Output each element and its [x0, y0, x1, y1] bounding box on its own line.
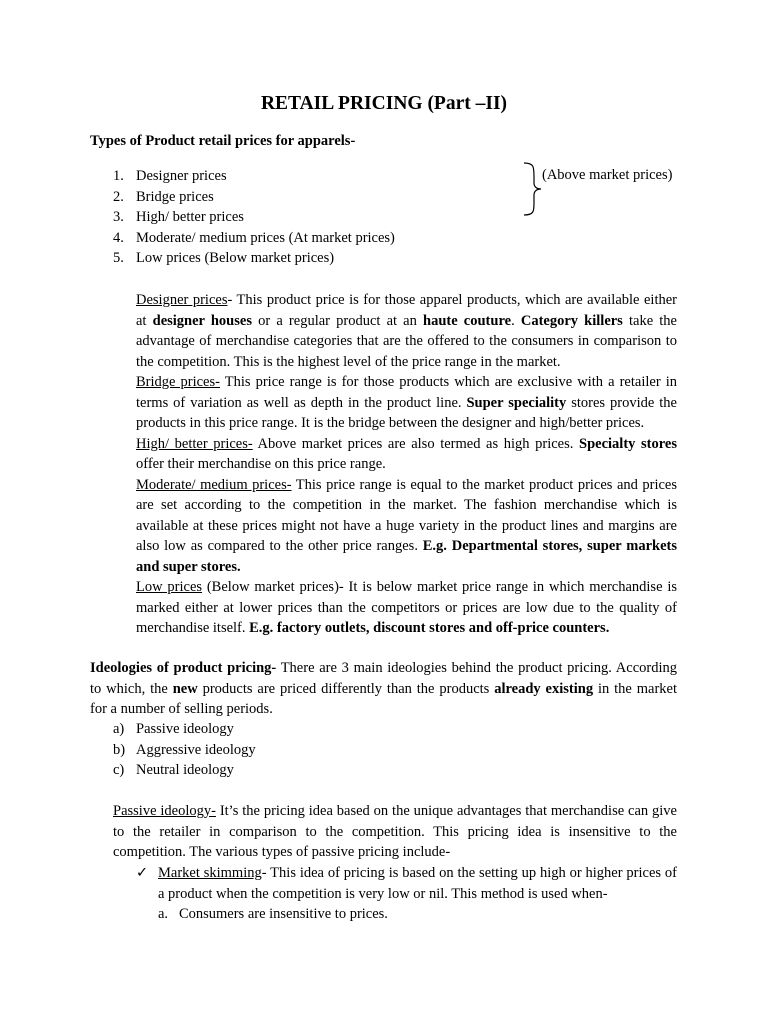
- designer-paragraph: Designer prices- This product price is for those apparel products, which are available either at designer houses or a regular product at an haute couture. Category killers take the advantage of merchandise categories that are the offered to the consumers in comparison to the competition. This is the highest level of the price range in the market.: [136, 292, 677, 370]
- low-paragraph: Low prices (Below market prices)- It is below market price range in which merchandise is marked either at lower prices than the competitors or prices are low due to the quality of merchandise itself. E.g. factory outlets, discount stores and off-price counters.: [136, 579, 678, 636]
- market-skimming-item: ✓ Market skimming- This idea of pricing is based on the setting up high or higher prices of a product when the competition is very low or nil. This method is used when-: [136, 865, 677, 902]
- passive-ideology-paragraph: Passive ideology- It’s the pricing idea based on the unique advantages that merchandise can give to the retailer in comparison to the competition. This pricing idea is insensitive to the competition. The various types of passive pricing include-: [113, 803, 677, 860]
- above-market-note: (Above market prices): [542, 167, 673, 183]
- price-definitions: [136, 290, 677, 639]
- ideologies-list: [90, 719, 256, 781]
- ideologies-paragraph: Ideologies of product pricing- There are 3 main ideologies behind the product pricing. According to which, the new products are priced differently than the products already existing in the market for a number of selling periods.: [90, 660, 677, 717]
- page-title: RETAIL PRICING (Part –II): [260, 93, 508, 114]
- right-brace-icon: [522, 161, 544, 217]
- list-item: 1. Designer prices: [113, 168, 227, 184]
- list-item: 2. Bridge prices: [113, 188, 214, 205]
- list-item: 4. Moderate/ medium prices (At market prices): [113, 229, 395, 246]
- list-item: 3. High/ better prices: [113, 209, 244, 225]
- sub-list-item: a. Consumers are insensitive to prices.: [158, 906, 388, 922]
- section-heading: Types of Product retail prices for apparels-: [90, 133, 356, 149]
- moderate-paragraph: Moderate/ medium prices- This price range is equal to the market product prices and prices are set according to the competition in the market. The fashion merchandise which is available at these prices might not have a huge variety in the product lines and margins are also low as compared to the other price ranges. E.g. Departmental stores, super markets and super stores.: [136, 476, 677, 575]
- checkmark-icon: ✓: [136, 865, 149, 881]
- high-paragraph: High/ better prices- Above market prices are also termed as high prices. Specialty stores offer their merchandise on this price range.: [136, 435, 677, 472]
- list-item: a) Passive ideology: [113, 721, 234, 737]
- bridge-paragraph: Bridge prices- This price range is for those products which are exclusive with a retailer in terms of variation as well as depth in the product line. Super speciality stores provide the products in this price range. It is the bridge between the designer and high/better prices.: [136, 374, 677, 431]
- list-item: 5. Low prices (Below market prices): [113, 250, 335, 266]
- list-item: b) Aggressive ideology: [113, 741, 256, 758]
- list-item: c) Neutral ideology: [113, 762, 234, 778]
